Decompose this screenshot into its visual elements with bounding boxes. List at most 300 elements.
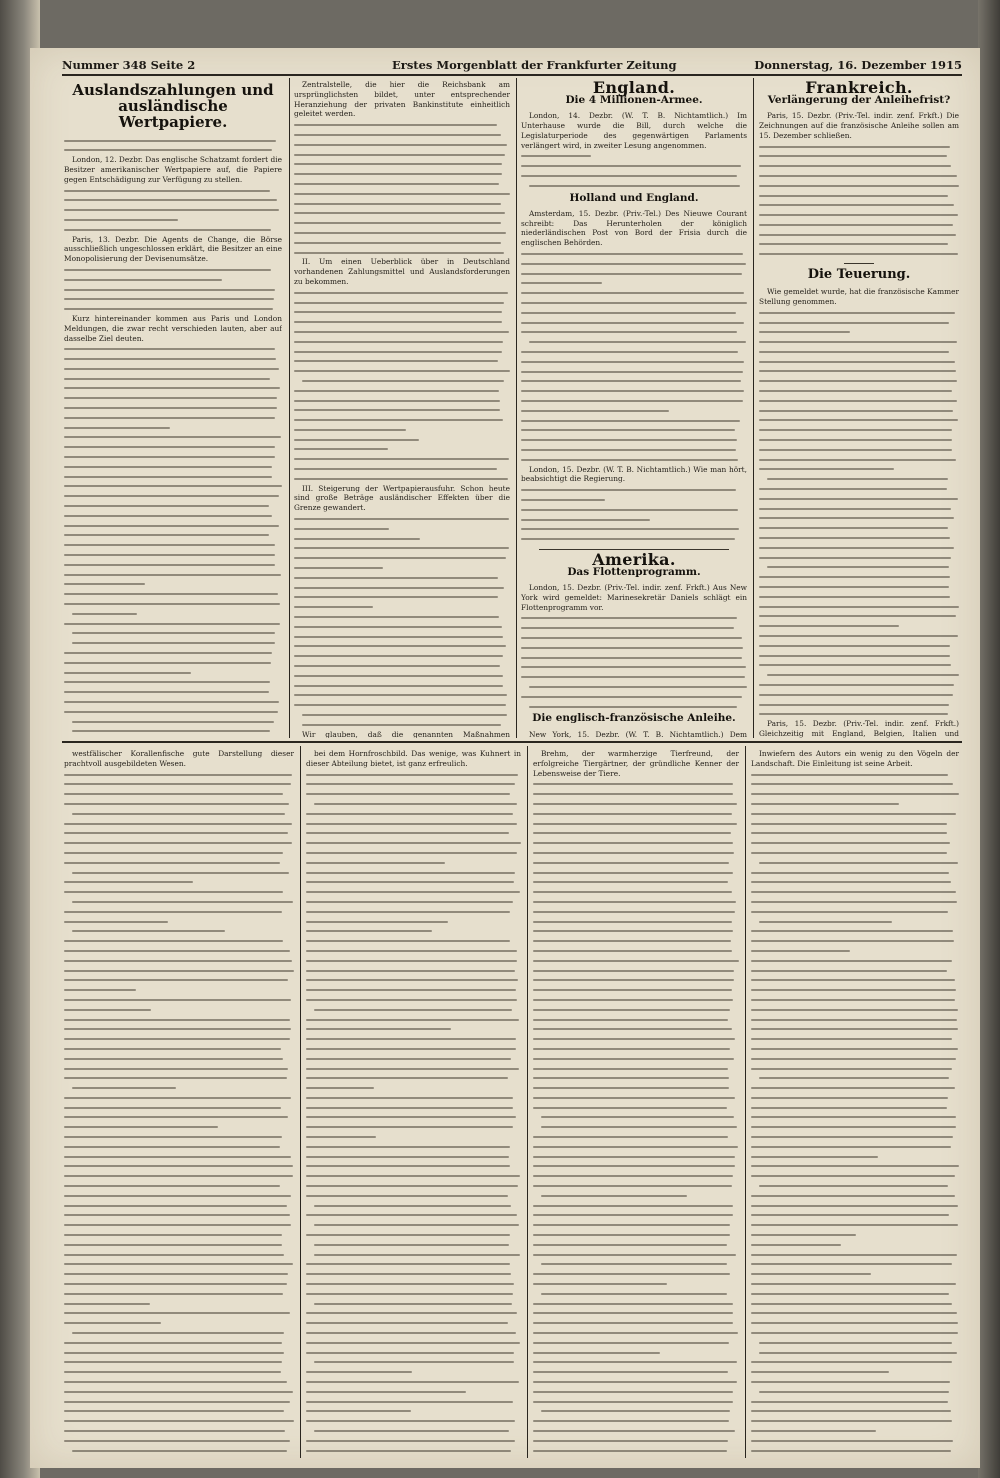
text-line: [306, 1279, 521, 1289]
text-line: [64, 560, 282, 570]
text-line: [306, 985, 521, 995]
text-line: [306, 897, 521, 907]
text-line: [751, 1161, 959, 1171]
text-line: [294, 681, 510, 691]
text-line: [533, 809, 739, 819]
text-line: [751, 887, 959, 897]
text-line: [64, 1240, 294, 1250]
text-line: [751, 1103, 959, 1113]
text-line: [533, 1054, 739, 1064]
text-line: [751, 995, 959, 1005]
text-line: [294, 700, 510, 710]
text-line: [759, 191, 959, 201]
text-line: [759, 161, 959, 171]
text-line: [294, 514, 510, 524]
text-line: [306, 1338, 521, 1348]
text-line: [64, 799, 294, 809]
text-line: [64, 1161, 294, 1171]
text-line: [751, 828, 959, 838]
text-line: [759, 142, 959, 152]
text-line: [533, 1328, 739, 1338]
text-line: [64, 1299, 294, 1309]
text-line: [521, 702, 747, 712]
text-line: [306, 1357, 521, 1367]
text-line: [64, 403, 282, 413]
text-line: [64, 1112, 294, 1122]
text-line: [64, 1348, 294, 1358]
text-line: [533, 1191, 739, 1201]
text-line: [533, 1416, 739, 1426]
text-line: [751, 1299, 959, 1309]
article-paragraph: Amsterdam, 15. Dezbr. (Priv.-Tel.) Des Nieuwe Courant schreibt: Das Herunterholen der königlich niederländischen Post von Bord der Frisia durch die englischen Behörden.: [521, 208, 747, 248]
text-line: [294, 169, 510, 179]
text-line: [751, 1338, 959, 1348]
text-line: [759, 357, 959, 367]
text-line: [751, 946, 959, 956]
text-line: [751, 877, 959, 887]
article-paragraph: Paris, 13. Dezbr. Die Agents de Change, die Börse ausschließlich ungeschlossen erklärt, die Besitzer an eine Monopolisierung der Devisenumsätze.: [64, 234, 282, 264]
text-line: [306, 1397, 521, 1407]
text-line: [294, 661, 510, 671]
text-line: [759, 562, 959, 572]
text-line: [294, 651, 510, 661]
text-line: [294, 130, 510, 140]
text-line: [533, 877, 739, 887]
text-line: [533, 848, 739, 858]
text-line: [64, 530, 282, 540]
text-line: [533, 819, 739, 829]
text-line: [759, 249, 959, 259]
text-line: [759, 455, 959, 465]
text-line: [306, 1005, 521, 1015]
separator: [844, 263, 874, 264]
text-line: [64, 907, 294, 917]
article-paragraph: Brehm, der warmherzige Tierfreund, der erfolgreiche Tiergärtner, der gründliche Kenner der Lebensweise der Tiere.: [533, 749, 739, 778]
text-line: [64, 717, 282, 727]
text-line: [533, 1181, 739, 1191]
text-line: [306, 936, 521, 946]
text-line: [521, 416, 747, 426]
text-line: [306, 1034, 521, 1044]
text-line: [751, 1132, 959, 1142]
text-line: [64, 265, 282, 275]
text-line: [306, 1426, 521, 1436]
text-line: [751, 1377, 959, 1387]
text-line: [294, 671, 510, 681]
text-line: [294, 337, 510, 347]
text-line: [759, 631, 959, 641]
text-line: [294, 199, 510, 209]
text-line: [533, 1015, 739, 1025]
text-line: [521, 495, 747, 505]
text-line: [533, 1289, 739, 1299]
text-line: [759, 592, 959, 602]
text-line: [294, 179, 510, 189]
text-line: [64, 819, 294, 829]
text-line: [759, 641, 959, 651]
text-line: [533, 1201, 739, 1211]
text-line: [521, 435, 747, 445]
article-paragraph: bei dem Hornfroschbild. Das wenige, was Kuhnert in dieser Abteilung bietet, ist ganz erfreulich.: [306, 749, 521, 768]
issue-date: Donnerstag, 16. Dezember 1915: [754, 58, 962, 72]
text-line: [533, 907, 739, 917]
text-line: [64, 687, 282, 697]
text-line: [759, 621, 959, 631]
text-line: [759, 386, 959, 396]
text-line: [64, 1426, 294, 1436]
text-line: [64, 294, 282, 304]
text-line: [759, 337, 959, 347]
column-rule: [753, 78, 754, 738]
text-line: [521, 633, 747, 643]
text-line: [64, 1181, 294, 1191]
text-line: [64, 1024, 294, 1034]
feuilleton-column-1: [64, 749, 294, 1455]
article-headline: Das Flottenprogramm.: [567, 565, 701, 578]
text-line: [521, 455, 747, 465]
text-line: [533, 975, 739, 985]
text-line: [294, 720, 510, 730]
text-line: [533, 1171, 739, 1181]
text-line: [521, 181, 747, 191]
text-line: [751, 809, 959, 819]
text-line: [751, 1142, 959, 1152]
text-line: [306, 956, 521, 966]
text-line: [64, 726, 282, 736]
text-line: [306, 1348, 521, 1358]
text-line: [306, 858, 521, 868]
text-line: [306, 966, 521, 976]
text-line: [64, 1318, 294, 1328]
text-line: [64, 472, 282, 482]
text-line: [751, 858, 959, 868]
text-line: [306, 946, 521, 956]
text-line: [64, 275, 282, 285]
text-line: [759, 327, 959, 337]
article-headline: Die 4 Millionen-Armee.: [565, 93, 703, 106]
text-line: [306, 779, 521, 789]
text-line: [533, 1308, 739, 1318]
article-paragraph: Wir glauben, daß die genannten Maßnahmen: [302, 729, 510, 738]
text-line: [533, 1387, 739, 1397]
article-paragraph: III. Steigerung der Wertpapierausfuhr. Schon heute sind große Beträge ausländischer Effekten über die Grenze gewandert.: [294, 483, 510, 513]
text-line: [751, 1181, 959, 1191]
text-line: [521, 653, 747, 663]
text-line: [521, 692, 747, 702]
section-heading: Frankreich.: [805, 80, 913, 97]
text-line: [64, 1083, 294, 1093]
text-line: [306, 1161, 521, 1171]
text-line: [64, 1387, 294, 1397]
article-paragraph: Paris, 15. Dezbr. (Priv.-Tel. indir. zenf. Frkft.) Gleichzeitig mit England, Belgien, Italien und: [759, 719, 959, 738]
text-line: [533, 1083, 739, 1093]
text-line: [521, 367, 747, 377]
text-line: [521, 682, 747, 692]
text-line: [521, 269, 747, 279]
article-headline: Holland und England.: [569, 191, 699, 204]
text-line: [533, 838, 739, 848]
text-line: [64, 383, 282, 393]
text-line: [64, 1132, 294, 1142]
text-line: [64, 136, 282, 146]
text-line: [294, 592, 510, 602]
text-line: [759, 415, 959, 425]
feuilleton-column-3: [533, 749, 739, 1455]
text-line: [306, 917, 521, 927]
article-paragraph: westfälischer Korallenfische gute Darstellung dieser prachtvoll ausgebildeten Wesen.: [64, 749, 294, 768]
text-line: [533, 1367, 739, 1377]
text-line: [751, 1230, 959, 1240]
text-line: [64, 868, 294, 878]
column-rule: [745, 746, 746, 1458]
text-line: [306, 1044, 521, 1054]
text-line: [751, 1093, 959, 1103]
text-line: [759, 602, 959, 612]
text-line: [759, 533, 959, 543]
text-line: [64, 956, 294, 966]
text-line: [759, 660, 959, 670]
text-line: [521, 623, 747, 633]
text-line: [294, 218, 510, 228]
text-line: [294, 612, 510, 622]
text-line: [306, 1220, 521, 1230]
text-line: [306, 975, 521, 985]
text-line: [294, 159, 510, 169]
text-line: [294, 632, 510, 642]
text-line: [64, 481, 282, 491]
text-line: [64, 374, 282, 384]
newspaper-title: Erstes Morgenblatt der Frankfurter Zeitung: [392, 58, 677, 72]
text-line: [533, 1377, 739, 1387]
text-line: [306, 799, 521, 809]
text-line: [751, 907, 959, 917]
text-line: [533, 1220, 739, 1230]
text-line: [64, 887, 294, 897]
text-line: [64, 995, 294, 1005]
text-line: [294, 307, 510, 317]
text-line: [64, 1250, 294, 1260]
text-line: [64, 926, 294, 936]
text-line: [751, 1005, 959, 1015]
column-rule: [289, 78, 290, 738]
text-line: [64, 354, 282, 364]
text-line: [294, 622, 510, 632]
text-line: [64, 828, 294, 838]
text-line: [294, 543, 510, 553]
text-line: [759, 376, 959, 386]
text-line: [751, 966, 959, 976]
text-line: [306, 1406, 521, 1416]
text-line: [533, 1426, 739, 1436]
text-line: [306, 1446, 521, 1455]
text-line: [751, 819, 959, 829]
text-line: [533, 1005, 739, 1015]
text-line: [64, 936, 294, 946]
text-line: [521, 485, 747, 495]
text-line: [64, 452, 282, 462]
text-line: [759, 318, 959, 328]
text-line: [64, 195, 282, 205]
text-line: [751, 1083, 959, 1093]
article-headline: Verlängerung der Anleihefrist?: [767, 93, 951, 106]
text-line: [306, 887, 521, 897]
text-line: [64, 491, 282, 501]
text-line: [751, 1367, 959, 1377]
article-column-2: [294, 80, 510, 738]
text-line: [294, 435, 510, 445]
text-line: [521, 288, 747, 298]
text-line: [306, 1416, 521, 1426]
text-line: [306, 1073, 521, 1083]
text-line: [306, 848, 521, 858]
text-line: [294, 524, 510, 534]
text-line: [294, 563, 510, 573]
text-line: [759, 700, 959, 710]
text-line: [751, 770, 959, 780]
text-line: [521, 613, 747, 623]
text-line: [64, 668, 282, 678]
text-line: [64, 1005, 294, 1015]
text-line: [306, 1201, 521, 1211]
article-paragraph: London, 14. Dezbr. (W. T. B. Nichtamtlich.) Im Unterhause wurde die Bill, durch welche die Legislaturperiode des gegenwärtigen Parlaments verlängert wird, in zweiter Lesung angenommen.: [521, 111, 747, 150]
text-line: [64, 1034, 294, 1044]
text-line: [533, 1250, 739, 1260]
text-line: [306, 1054, 521, 1064]
text-line: [294, 396, 510, 406]
article-paragraph: Inwiefern des Autors ein wenig zu den Vögeln der Landschaft. Die Einleitung ist seine Arbeit.: [751, 749, 959, 768]
article-paragraph: II. Um einen Ueberblick über in Deutschland vorhandenen Zahlungsmittel und Auslandsforderungen zu bekommen.: [294, 257, 510, 286]
text-line: [759, 680, 959, 690]
text-line: [306, 1064, 521, 1074]
column-rule: [300, 746, 301, 1458]
text-line: [533, 1132, 739, 1142]
text-line: [751, 1064, 959, 1074]
text-line: [306, 1367, 521, 1377]
text-line: [294, 120, 510, 130]
text-line: [306, 789, 521, 799]
text-line: [306, 1093, 521, 1103]
text-line: [64, 628, 282, 638]
text-line: [64, 1152, 294, 1162]
article-paragraph: Wie gemeldet wurde, hat die französische Kammer Stellung genommen.: [759, 287, 959, 306]
text-line: [64, 638, 282, 648]
text-line: [294, 454, 510, 464]
text-line: [533, 1269, 739, 1279]
text-line: [759, 572, 959, 582]
text-line: [64, 521, 282, 531]
text-line: [306, 1210, 521, 1220]
text-line: [751, 1328, 959, 1338]
text-line: [306, 995, 521, 1005]
text-line: [294, 710, 510, 720]
text-line: [64, 789, 294, 799]
article-headline: Die englisch-französische Anleihe.: [532, 712, 736, 725]
text-line: [533, 1142, 739, 1152]
text-line: [533, 1034, 739, 1044]
text-line: [751, 1348, 959, 1358]
text-line: [521, 249, 747, 259]
text-line: [64, 1416, 294, 1426]
text-line: [759, 396, 959, 406]
text-line: [306, 838, 521, 848]
text-line: [306, 1259, 521, 1269]
text-line: [751, 1220, 959, 1230]
text-line: [294, 298, 510, 308]
text-line: [751, 1308, 959, 1318]
text-line: [759, 709, 959, 719]
text-line: [751, 926, 959, 936]
text-line: [751, 868, 959, 878]
text-line: [64, 501, 282, 511]
text-line: [64, 215, 282, 225]
text-line: [521, 308, 747, 318]
text-line: [64, 511, 282, 521]
text-line: [751, 1171, 959, 1181]
text-line: [751, 779, 959, 789]
text-line: [294, 238, 510, 248]
text-line: [64, 1210, 294, 1220]
text-line: [521, 643, 747, 653]
text-line: [294, 405, 510, 415]
text-line: [306, 1122, 521, 1132]
feuilleton-column-4: [751, 749, 959, 1455]
text-line: [64, 697, 282, 707]
text-line: [521, 515, 747, 525]
text-line: [294, 317, 510, 327]
text-line: [64, 1367, 294, 1377]
text-line: [751, 1112, 959, 1122]
text-line: [64, 285, 282, 295]
text-line: [533, 1406, 739, 1416]
text-line: [64, 205, 282, 215]
text-line: [294, 356, 510, 366]
text-line: [759, 543, 959, 553]
text-line: [64, 186, 282, 196]
text-line: [294, 602, 510, 612]
text-line: [521, 347, 747, 357]
text-line: [64, 1259, 294, 1269]
text-line: [533, 1210, 739, 1220]
text-line: [64, 648, 282, 658]
text-line: [521, 425, 747, 435]
text-line: [294, 444, 510, 454]
text-line: [64, 1015, 294, 1025]
text-line: [64, 848, 294, 858]
text-line: [306, 1015, 521, 1025]
text-line: [294, 248, 510, 258]
text-line: [306, 1250, 521, 1260]
text-line: [64, 985, 294, 995]
text-line: [521, 376, 747, 386]
text-line: [64, 1093, 294, 1103]
text-line: [533, 985, 739, 995]
text-line: [533, 1397, 739, 1407]
text-line: [64, 1122, 294, 1132]
text-line: [521, 171, 747, 181]
text-line: [294, 228, 510, 238]
text-line: [751, 1446, 959, 1455]
text-line: [533, 858, 739, 868]
text-line: [759, 651, 959, 661]
text-line: [533, 868, 739, 878]
text-line: [751, 1210, 959, 1220]
article-headline: Auslandszahlungen und ausländische Wertpapiere.: [72, 81, 274, 132]
text-line: [521, 278, 747, 288]
text-line: [306, 1299, 521, 1309]
text-line: [533, 897, 739, 907]
text-line: [533, 1259, 739, 1269]
text-line: [294, 288, 510, 298]
